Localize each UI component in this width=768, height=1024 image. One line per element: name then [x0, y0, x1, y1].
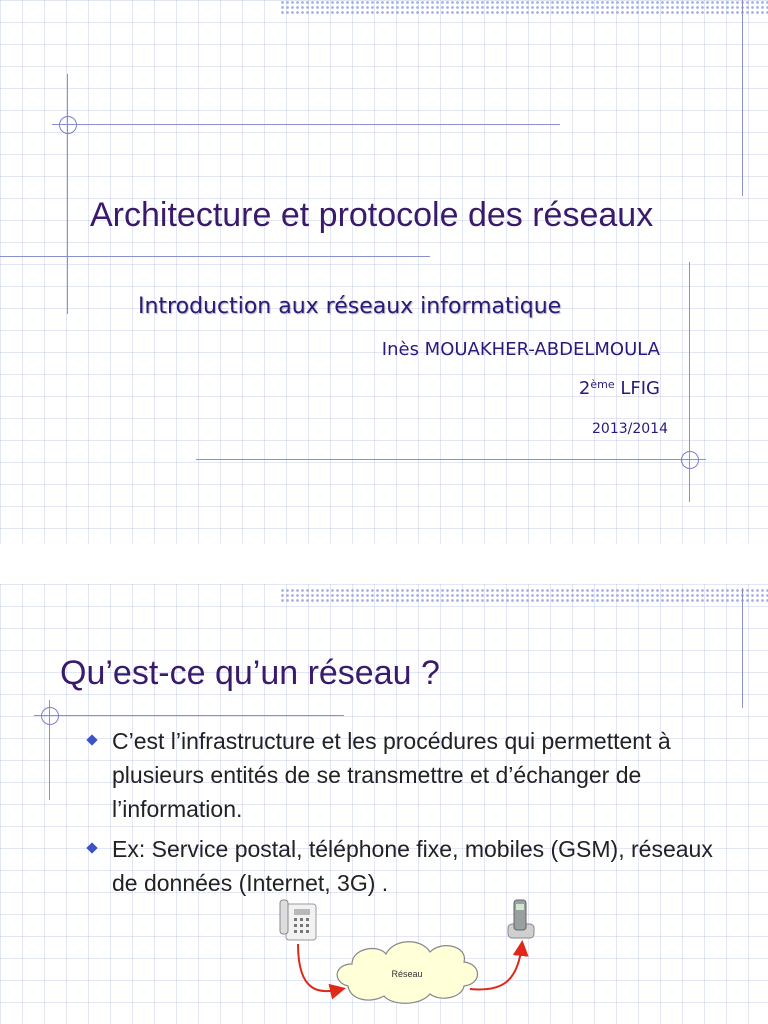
bullet-list: [86, 724, 736, 906]
slide-gap: [0, 544, 768, 584]
class-level: [579, 378, 660, 399]
cloud-label: Réseau: [391, 969, 423, 979]
desk-phone-icon: [280, 900, 316, 940]
crosshair-circle: [41, 707, 59, 725]
cordless-phone-icon: [508, 900, 534, 938]
level-superscript: ème: [590, 378, 615, 391]
academic-year: 2013/2014: [592, 421, 668, 437]
right-connection-arrow: [470, 944, 522, 989]
dotted-band-top: [280, 588, 768, 602]
slide-title: Architecture et protocole des réseaux: [90, 196, 654, 234]
dotted-band-top: [280, 0, 768, 14]
level-ordinal: 2: [578, 378, 591, 399]
content-slide: [0, 584, 768, 1024]
mid-rule: [0, 256, 430, 257]
crosshair-circle-top: [59, 116, 77, 134]
top-rule: [52, 124, 560, 125]
diamond-bullet-icon: [86, 842, 97, 853]
corner-line: [742, 588, 743, 708]
slide-title: Qu’est-ce qu’un réseau ?: [60, 654, 440, 692]
title-rule: [34, 715, 344, 716]
bottom-rule: [196, 459, 706, 460]
bullet-text: Ex: Service postal, téléphone fixe, mobiles (GSM), réseaux de données (Internet, 3G) .: [112, 836, 713, 896]
crosshair-circle-bottom: [681, 451, 699, 469]
left-connection-arrow: [298, 944, 342, 991]
diamond-bullet-icon: [86, 734, 97, 745]
network-diagram: [270, 894, 550, 1024]
level-name: LFIG: [620, 378, 660, 399]
bullet-item: [86, 832, 736, 900]
author-name: Inès MOUAKHER-ABDELMOULA: [381, 339, 660, 360]
bullet-item: [86, 724, 736, 826]
bullet-text: C’est l’infrastructure et les procédures qui permettent à plusieurs entités de se transmettre et d’échanger de l’information.: [112, 728, 671, 822]
corner-line: [742, 0, 743, 196]
left-rule: [67, 74, 68, 314]
slide-subtitle: Introduction aux réseaux informatique: [138, 294, 562, 319]
